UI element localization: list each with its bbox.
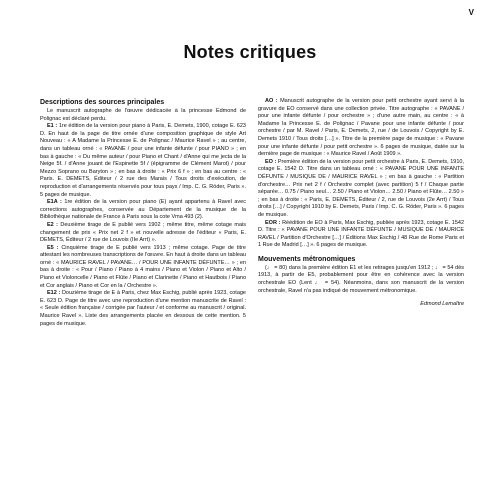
paragraph-e1: E1 : 1re édition de la version pour piano à Paris, E. Demets, 1900, cotage E. 623 D. En haut de la page de titre ornée d'une composition graphique de style Art Nouveau : « A Madame la Princesse E. de Polignac / Maurice Ravel » ; au centre, dans un tableau orné : « PAVANE / pour une infante défunte / pour PIANO » ; en bas à gauche : « Du même auteur / pour Piano et Chant / d'Anne qui me jecta de la Neige 5f. / d'Anne jouant de l'Espinette 5f / (épigramme de Clément Marot) / pour Mezzo Soprano ou Baryton » ; en bas à droite : « Prix 6 f » ; en bas au centre : « Paris. E. DEMETS, Éditeur / 2 rue des Marais / Tous droits d'exécution, de reproduction et d'arrangements réservés pour tous pays / Imp. C. G. Röder, Paris ». 5 pages de musique. <box>40 123 246 198</box>
section-heading-metronome: Mouvements métronomiques <box>258 255 356 263</box>
page-title: Notes critiques <box>183 42 317 62</box>
page-number: V <box>468 8 474 17</box>
section-heading-sources: Descriptions des sources principales <box>40 99 165 106</box>
source-label-ao: AO : <box>265 98 278 104</box>
paragraph-eo: EO : Première édition de la version pour petit orchestre à Paris, E. Demets, 1910, cotage E. 1542 D. Titre dans un tableau orné : « PAVANE POUR UNE INFANTE DÉFUNTE / MUSIQUE DE / MAURICE RAVEL » ; en bas à gauche : « Partition d'orchestre… Prix net 2 f / Orchestre complet (avec partition) 5 f / Chaque partie séparée… 0.75 / Piano seul… 2.50 / Piano et Violon… 2.50 / Piano et Flûte… 2.50 » ; en bas à droite : « Paris, E. DEMETS, Éditeur / 2, rue de Louvois (2e Arrt) / Tous droits […] / Copyright 1910 by E. Demets, Paris / Imp. C. G. Röder, Paris ». 6 pages de musique. <box>258 158 464 218</box>
source-label-e12: E12 : <box>47 290 61 297</box>
source-label-eo: EO : <box>265 158 277 165</box>
paragraph-e1a: E1A : 1re édition de la version pour piano (E) ayant appartenu à Ravel avec corrections autographes, conservée au Département de la musique de la Bibliothèque nationale de France à Paris sous la cote Vma 493 (2). <box>40 199 246 221</box>
paragraph-e5: E5 : Cinquième tirage de E publié vers 1913 ; même cotage. Page de titre attestant les nombreuses transcriptions de l'œuvre. En haut à droite dans un tableau orné : « MAURICE RAVEL / PAVANE… / POUR UNE INFANTE DÉFUNTE… » ; en bas à droite : « Pour / Piano / Piano à 4 mains / Piano et Violon / Piano et Alto / Piano et Violoncelle / Piano et Flûte / Piano et Clarinette / Piano et Hautbois / Piano et Cor anglais / Piano et Cor en la / Orchestre ». <box>40 244 246 289</box>
paragraph-intro: Le manuscrit autographe de l'œuvre dédicacée à la princesse Edmond de Polignac est déclaré perdu. <box>40 108 246 122</box>
source-label-e5: E5 : <box>47 244 59 251</box>
source-label-eor: EOR : <box>265 219 281 226</box>
source-label-e2: E2 : <box>47 221 58 228</box>
paragraph-metronome: (♩ = 80) dans la première édition E1 et les retirages jusqu'en 1912 ; ♩ = 54 dès 1913, à partir de E5, probablement pour être en cohérence avec la version orchestrale EO (Lent ♩ = 54). Néanmoins, dans son manuscrit de la version orchestrale, Ravel n'a pas indiqué de mouvement métronomique. <box>258 264 464 294</box>
paragraph-e2: E2 : Deuxième tirage de E publié vers 1902 ; même titre, même cotage mais changement de prix « Prix net 2 f » et nouvelle adresse de l'éditeur « Paris, E. DEMETS, Éditeur / 2 rue de Louvois (IIe Arrt) ». <box>40 221 246 244</box>
source-label-e1: E1 : <box>47 123 58 130</box>
source-label-e1a: E1A : <box>47 199 62 206</box>
paragraph-e12: E12 : Douzième tirage de E à Paris, chez Max Eschig, publié après 1923, cotage E. 623 D. Page de titre avec une reproduction d'une mention manuscrite de Ravel : « Seule édition française / corrigée par l'auteur / et conforme au manuscrit / original. Maurice Ravel ». Liste des arrangements placée en dessous de cette mention. 5 pages de musique. <box>40 290 246 327</box>
paragraph-eor: EOR : Réédition de EO à Paris, Max Eschig, publiée après 1923, cotage E. 1542 D. Titre : « PAVANE POUR UNE INFANTE DÉFUNTE / MUSIQUE DE / MAURICE RAVEL / Partition d'Orchestre […] / Éditions Max Eschig / 48 Rue de Rome Paris et 1 Rue de Madrid […] ». 6 pages de musique. <box>258 219 465 249</box>
left-column <box>40 98 246 328</box>
right-column <box>258 98 464 309</box>
paragraph-ao: AO : Manuscrit autographe de la version pour petit orchestre ayant servi à la gravure de EO conservé dans une collection privée. Titre autographe : « PAVANE / pour une infante défunte / pour orchestre » ; d'une autre main, au centre : « à Madame la Princesse E. de Polignac / Pavane pour une infante défunte / pour orchestre / par M. Ravel / Paris, E. Demets, 2, rue / de Louvois / Copyright by E. Demets 1910 / Tous droits […] ». Titre de la première page de musique : « Pavane pour une infante défunte / pour petit orchestre ». 6 pages de musique, datée sur la dernière page de musique : « Maurice Ravel / Août 1909 ». <box>258 98 464 158</box>
author-signature: Edmond Lemaître <box>420 301 464 308</box>
